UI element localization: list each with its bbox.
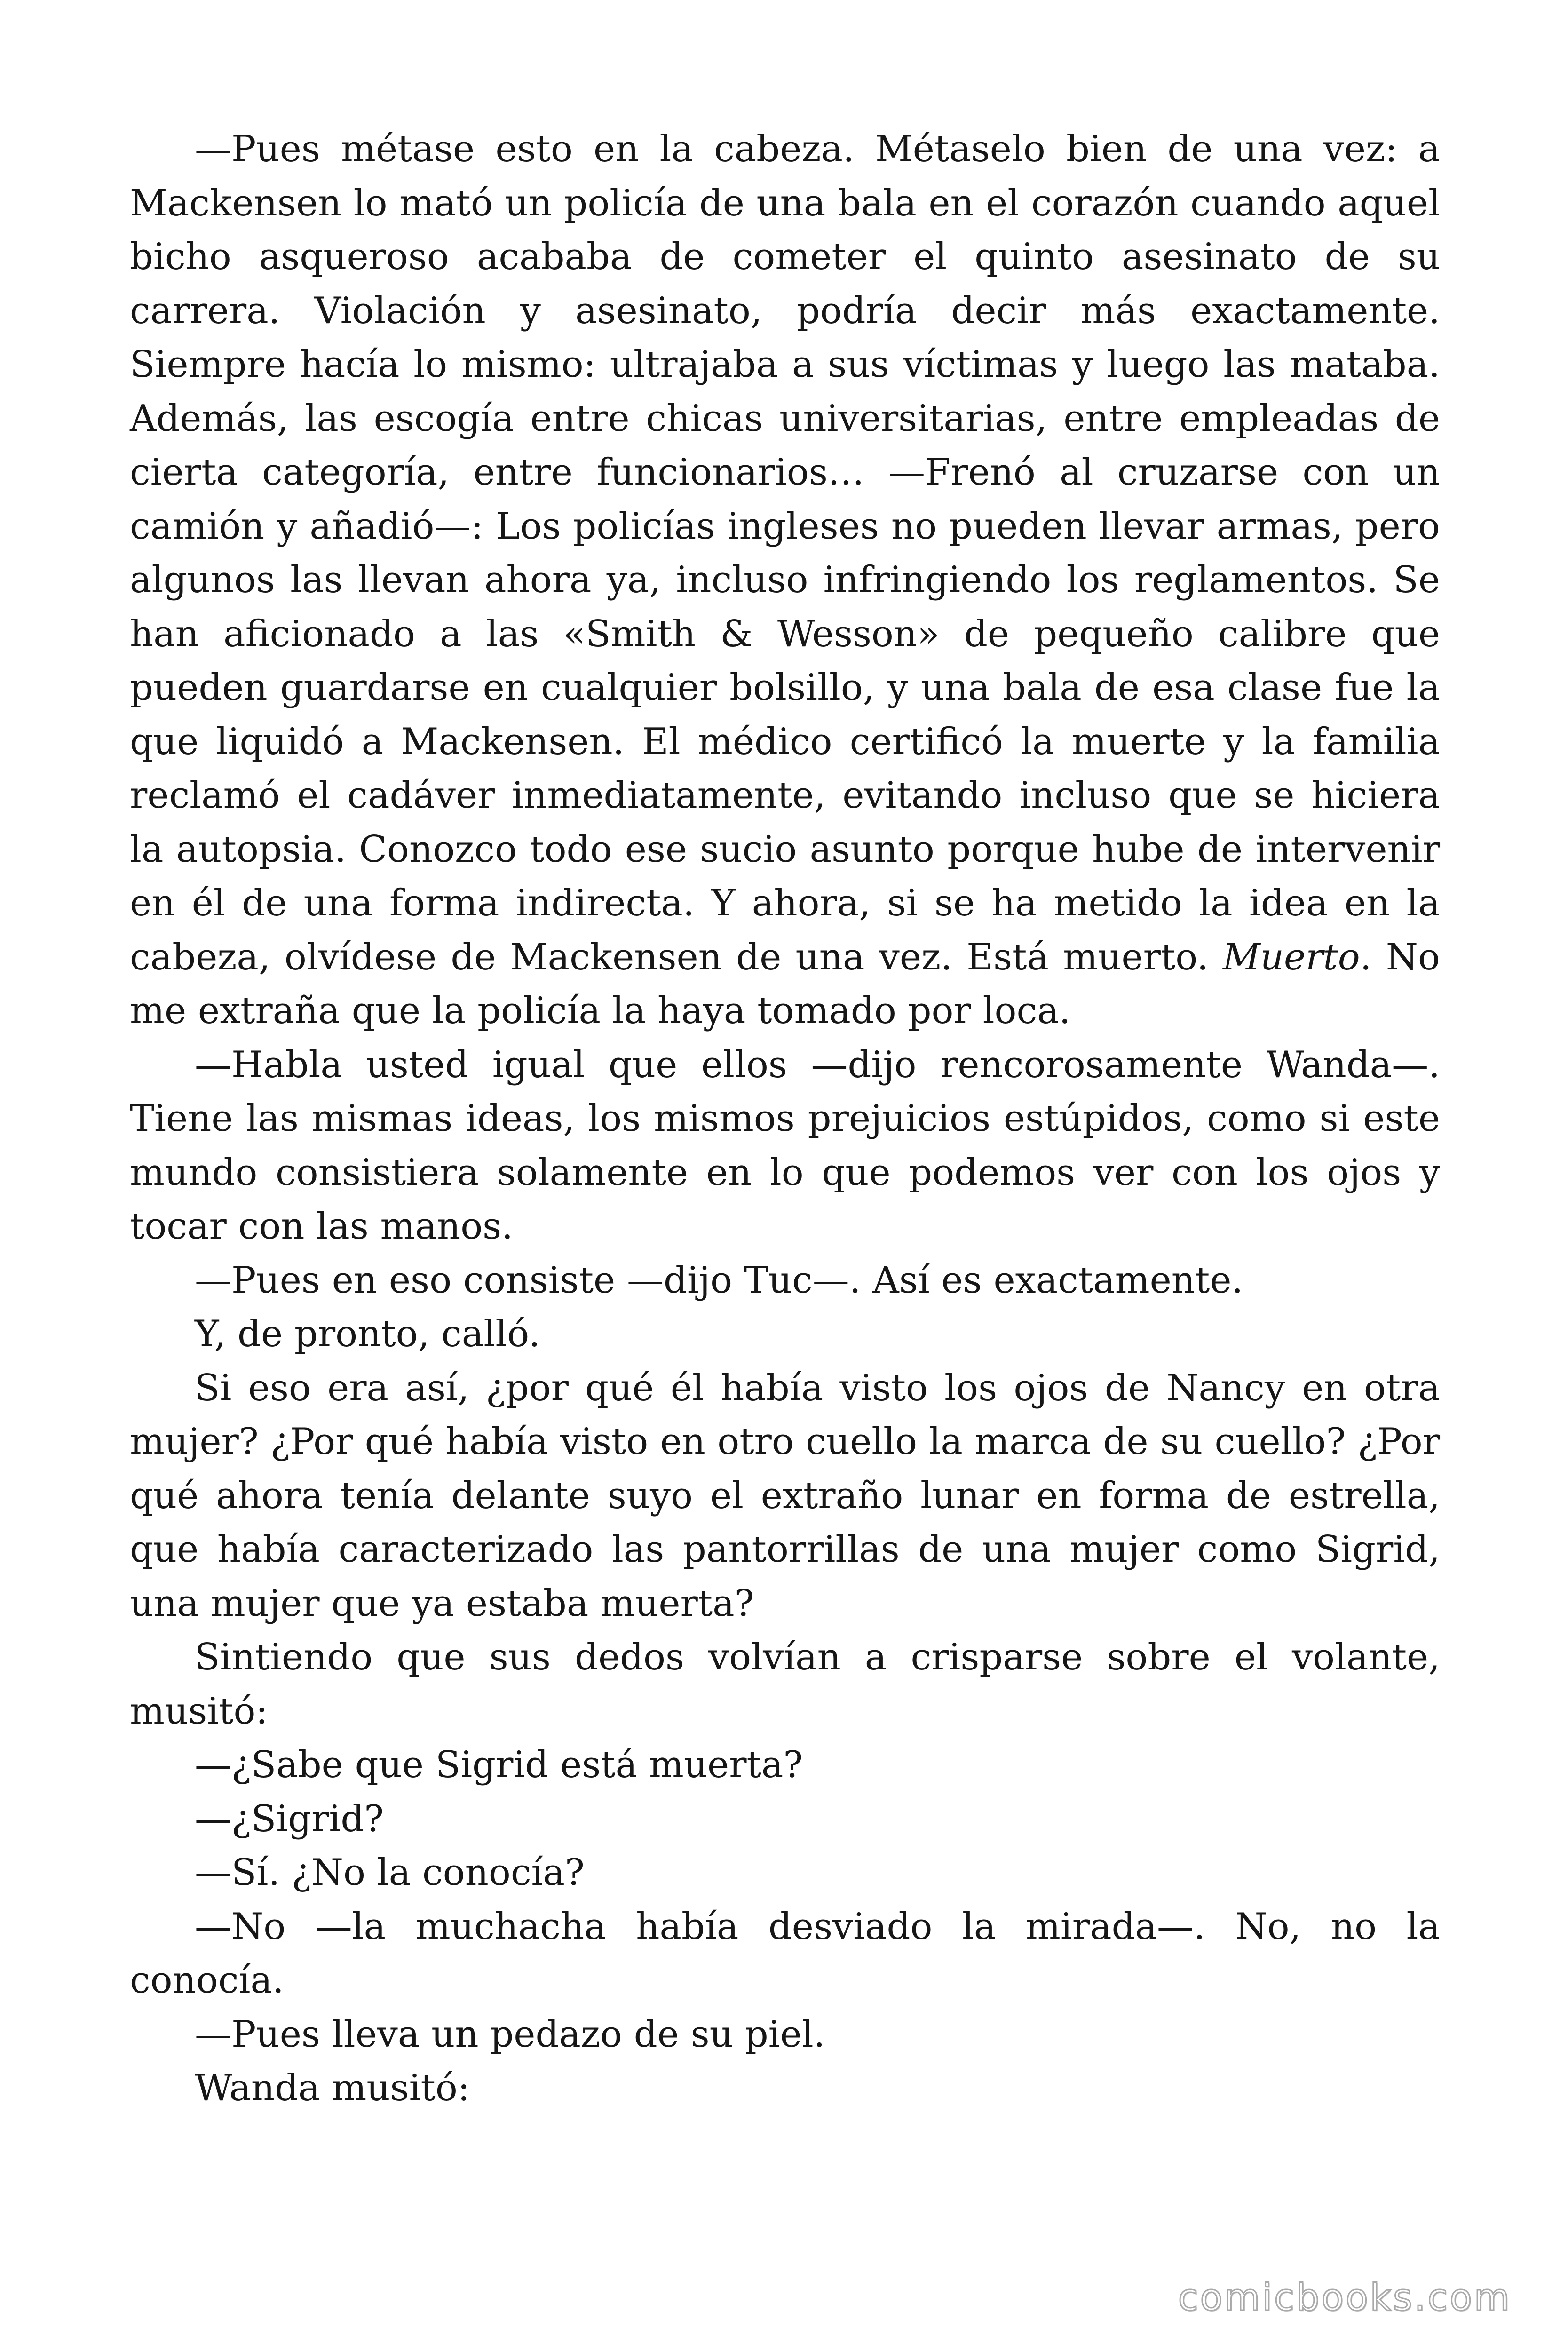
paragraph-9 <box>130 1846 1440 1900</box>
body-text <box>130 122 1440 2115</box>
paragraph-11-text: —Pues lleva un pedazo de su piel. <box>195 2013 825 2056</box>
paragraph-11 <box>130 2008 1440 2062</box>
paragraph-5 <box>130 1361 1440 1631</box>
paragraph-3-text: —Pues en eso consiste —dijo Tuc—. Así es exactamente. <box>195 1259 1243 1302</box>
paragraph-1-text-b: . No me extraña que la policía la haya tomado por loca. <box>130 936 1440 1032</box>
paragraph-6 <box>130 1630 1440 1738</box>
paragraph-12-text: Wanda musitó: <box>195 2067 470 2109</box>
paragraph-8-text: —¿Sigrid? <box>195 1797 384 1840</box>
paragraph-3 <box>130 1254 1440 1308</box>
paragraph-2-text: —Habla usted igual que ellos —dijo rencorosamente Wanda—. Tiene las mismas ideas, los mismos prejuicios estúpidos, como si este mundo consistiera solamente en lo que podemos ver con los ojos y tocar con las manos. <box>130 1043 1440 1248</box>
paragraph-12 <box>130 2061 1440 2115</box>
paragraph-4 <box>130 1307 1440 1361</box>
paragraph-6-text: Sintiendo que sus dedos volvían a crisparse sobre el volante, musitó: <box>130 1636 1440 1732</box>
paragraph-4-text: Y, de pronto, calló. <box>195 1313 540 1355</box>
paragraph-5-text: Si eso era así, ¿por qué él había visto los ojos de Nancy en otra mujer? ¿Por qué había visto en otro cuello la marca de su cuello? ¿Por qué ahora tenía delante suyo el extraño lunar en forma de estrella, que había caracterizado las pantorrillas de una mujer como Sigrid, una mujer que ya estaba muerta? <box>130 1367 1440 1625</box>
paragraph-7 <box>130 1738 1440 1792</box>
paragraph-7-text: —¿Sabe que Sigrid está muerta? <box>195 1744 803 1786</box>
paragraph-1-text-a: —Pues métase esto en la cabeza. Métaselo bien de una vez: a Mackensen lo mató un policía de una bala en el corazón cuando aquel bicho asqueroso acababa de cometer el quinto asesinato de su carrera. Violación y asesinato, podría decir más exactamente. Siempre hacía lo mismo: ultrajaba a sus víctimas y luego las mataba. Además, las escogía entre chicas universitarias, entre empleadas de cierta categoría, entre funcionarios… —Frenó al cruzarse con un camión y añadió—: Los policías ingleses no pueden llevar armas, pero algunos las llevan ahora ya, incluso infringiendo los reglamentos. Se han aficionado a las «Smith & Wesson» de pequeño calibre que pueden guardarse en cualquier bolsillo, y una bala de esa clase fue la que liquidó a Mackensen. El médico certificó la muerte y la familia reclamó el cadáver inmediatamente, evitando incluso que se hiciera la autopsia. Conozco todo ese sucio asunto porque hube de intervenir en él de una forma indirecta. Y ahora, si se ha metido la idea en la cabeza, olvídese de Mackensen de una vez. Está muerto. <box>130 128 1440 978</box>
paragraph-1 <box>130 122 1440 1038</box>
paragraph-9-text: —Sí. ¿No la conocía? <box>195 1851 585 1894</box>
paragraph-8 <box>130 1792 1440 1846</box>
paragraph-10 <box>130 1900 1440 2008</box>
watermark-logo: comicbooks.com <box>1178 2277 1512 2319</box>
paragraph-2 <box>130 1038 1440 1254</box>
paragraph-10-text: —No —la muchacha había desviado la mirada—. No, no la conocía. <box>130 1905 1440 2002</box>
paragraph-1-emphasis: Muerto <box>1222 936 1360 978</box>
